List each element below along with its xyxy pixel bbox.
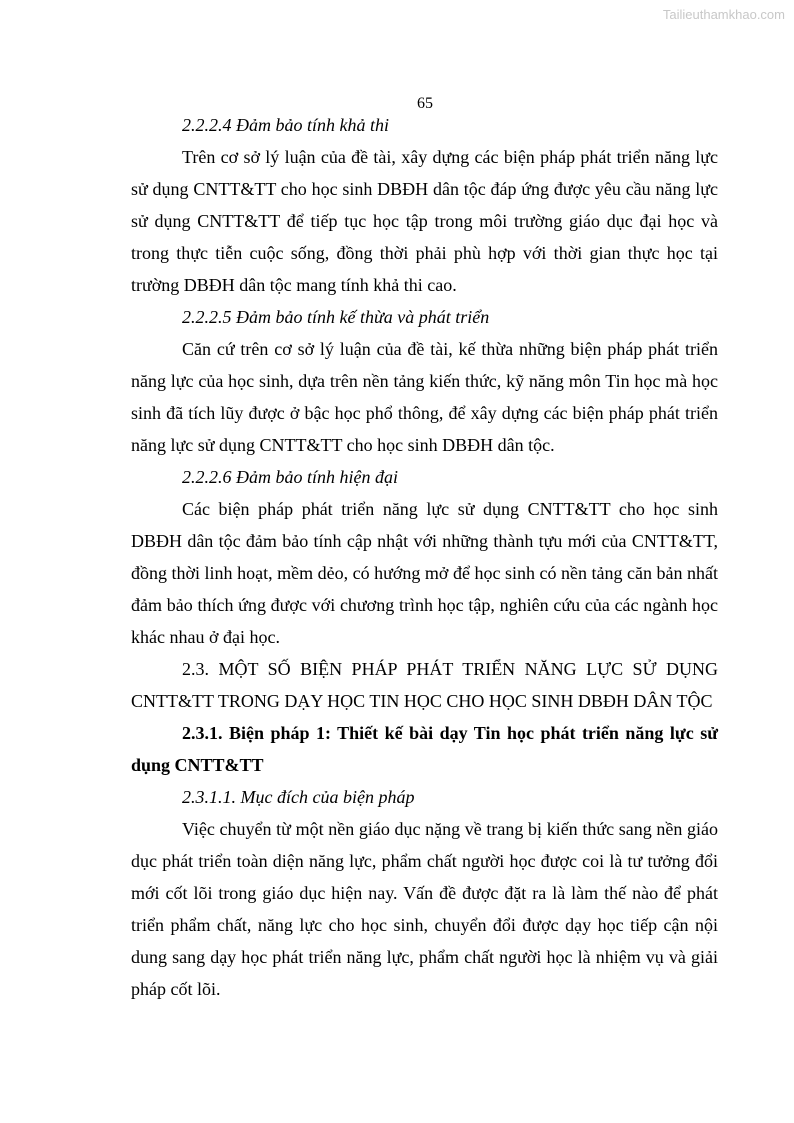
heading-23: 2.3. MỘT SỐ BIỆN PHÁP PHÁT TRIỂN NĂNG LỰC SỬ DỤNG CNTT&TT TRONG DẠY HỌC TIN HỌC CHO HỌC SINH DBĐH DÂN TỘC (131, 659, 718, 711)
paragraph-2311: Việc chuyển từ một nền giáo dục nặng về trang bị kiến thức sang nền giáo dục phát triển toàn diện năng lực, phẩm chất người học được coi là tư tưởng đổi mới cốt lõi trong giáo dục hiện nay. Vấn đề được đặt ra là làm thế nào để phát triển phẩm chất, năng lực cho học sinh, chuyển đổi được dạy học tiếp cận nội dung sang dạy học phát triển năng lực, phẩm chất người học là nhiệm vụ và giải pháp cốt lõi. (131, 819, 718, 999)
paragraph-2224: Trên cơ sở lý luận của đề tài, xây dựng các biện pháp phát triển năng lực sử dụng CNTT&TT cho học sinh DBĐH dân tộc đáp ứng được yêu cầu năng lực sử dụng CNTT&TT để tiếp tục học tập trong môi trường giáo dục đại học và trong thực tiễn cuộc sống, đồng thời phải phù hợp với thời gian thực học tại trường DBĐH dân tộc mang tính khả thi cao. (131, 147, 718, 295)
heading-231: 2.3.1. Biện pháp 1: Thiết kế bài dạy Tin học phát triển năng lực sử dụng CNTT&TT (131, 723, 718, 775)
heading-2311: 2.3.1.1. Mục đích của biện pháp (182, 787, 415, 807)
heading-2225: 2.2.2.5 Đảm bảo tính kế thừa và phát triển (182, 307, 490, 327)
paragraph-2226: Các biện pháp phát triển năng lực sử dụng CNTT&TT cho học sinh DBĐH dân tộc đảm bảo tính cập nhật với những thành tựu mới của CNTT&TT, đồng thời linh hoạt, mềm dẻo, có hướng mở để học sinh có nền tảng căn bản nhất đảm bảo thích ứng được với chương trình học tập, nghiên cứu của các ngành học khác nhau ở đại học. (131, 499, 718, 647)
heading-2224: 2.2.2.4 Đảm bảo tính khả thi (182, 115, 389, 135)
paragraph-2225: Căn cứ trên cơ sở lý luận của đề tài, kế thừa những biện pháp phát triển năng lực của học sinh, dựa trên nền tảng kiến thức, kỹ năng môn Tin học mà học sinh đã tích lũy được ở bậc học phổ thông, để xây dựng các biện pháp phát triển năng lực sử dụng CNTT&TT cho học sinh DBĐH dân tộc. (131, 339, 718, 455)
heading-2226: 2.2.2.6 Đảm bảo tính hiện đại (182, 467, 398, 487)
watermark: Tailieuthamkhao.com (662, 7, 785, 22)
page-number: 65 (417, 95, 433, 112)
document-body (131, 109, 718, 1005)
